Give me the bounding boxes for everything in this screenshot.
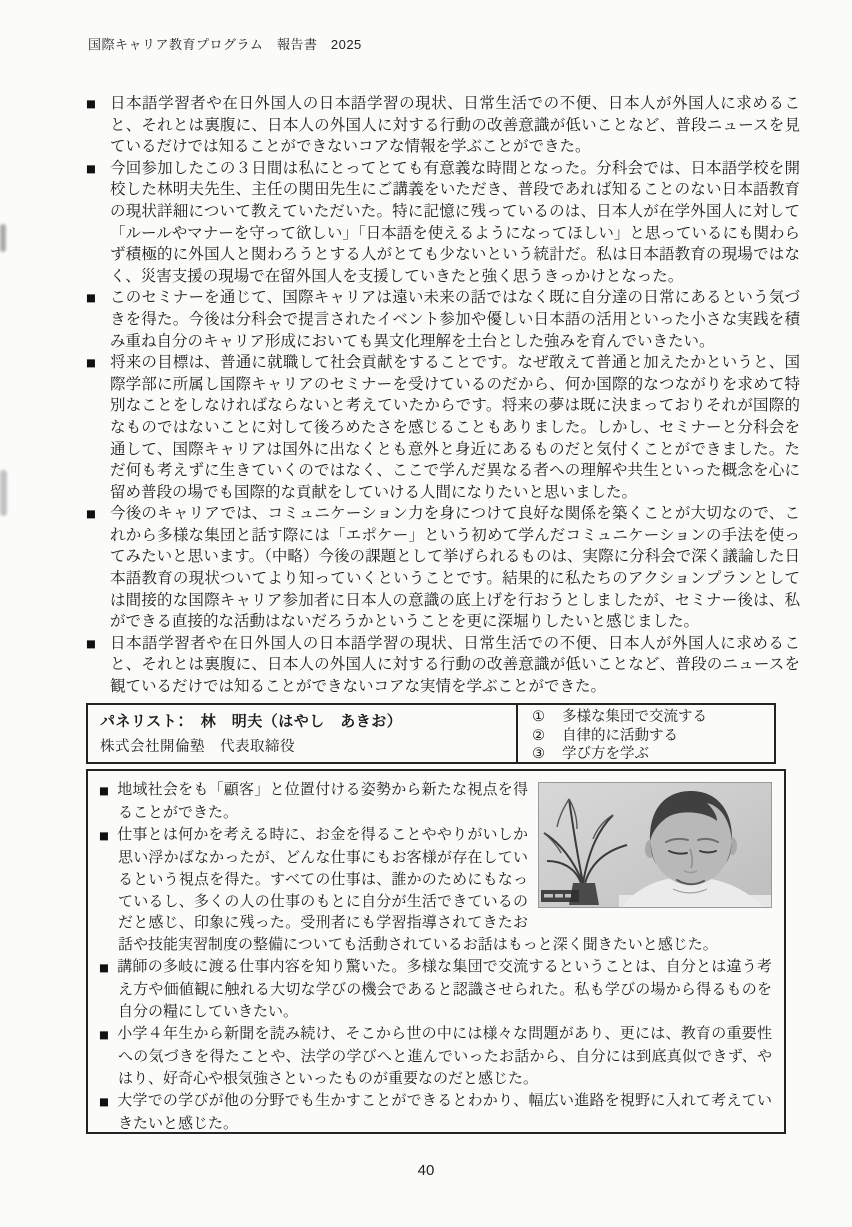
comment-text: このセミナーを通じて、国際キャリアは遠い未来の話ではなく既に自分達の日常にあるという気づきを得た。今後は分科会で提言されたイベント参加や優しい日本語の活用といった小さな実践を積み重ね自分のキャリア形成においても異文化理解を土台とした強みを育んでいきたい。 bbox=[110, 289, 800, 350]
panelist-point bbox=[532, 708, 768, 727]
panelist-table bbox=[86, 703, 776, 764]
comment-item bbox=[86, 287, 800, 352]
panelist-info-cell bbox=[88, 705, 518, 762]
scan-smudge bbox=[0, 470, 7, 516]
scan-smudge bbox=[0, 224, 6, 252]
comment-text: 今後のキャリアでは、コミュニケーション力を身につけて良好な関係を築くことが大切なので、これから多様な集団と話す際には「エポケー」という初めて学んだコミュニケーションの手法を使ってみたいと思います。（中略）今後の課題として挙げられるものは、実際に分科会で深く議論した日本語教育の現状ついてより知っていくということです。結果的に私たちのアクションプランとしては間接的な国際キャリア参加者に日本人の意識の底上げを行おうとしましたが、セミナー後は、私ができる直接的な活動はないだろうかということを更に深堀りしたいと感じました。 bbox=[110, 505, 800, 631]
bullet-square-icon: ■ bbox=[99, 1095, 109, 1108]
comment-text: 将来の目標は、普通に就職して社会貢献をすることです。なぜ敢えて普通と加えたかというと、国際学部に所属し国際キャリアのセミナーを受けているのだから、何か国際的なつながりを求めて特別なことをしなければならないと考えていたからです。将来の夢は既に決まっておりそれが国際的なものではないことに対して後ろめたさを感じることもありました。しかし、セミナーと分科会を通して、国際キャリアは国外に出なくとも意外と身近にあるものだと気付くことができました。ただ何も考えずに生きていくのではなく、ここで学んだ異なる者への理解や共生といった概念を心に留め普段の場でも国際的な貢献をしていける人間になりたいと思いました。 bbox=[110, 354, 800, 501]
bullet-square-icon: ■ bbox=[99, 1028, 109, 1041]
panelist-webcam-photo bbox=[538, 782, 772, 908]
circled-number: ③ bbox=[532, 746, 545, 763]
photo-watermark bbox=[541, 890, 579, 902]
bullet-square-icon: ■ bbox=[99, 962, 109, 975]
comment-item bbox=[86, 93, 800, 158]
bullet-square-icon: ■ bbox=[86, 357, 96, 370]
point-label: 学び方を学ぶ bbox=[562, 746, 649, 763]
panelist-points-cell bbox=[518, 705, 774, 762]
panelist-point bbox=[532, 727, 768, 746]
feedback-text: 地域社会をも「顧客」と位置付ける姿勢から新たな視点を得ることができた。 bbox=[117, 782, 528, 821]
comment-item bbox=[86, 503, 800, 633]
comment-item bbox=[86, 633, 800, 698]
bullet-square-icon: ■ bbox=[99, 785, 109, 797]
panelist-point bbox=[532, 745, 768, 764]
bullet-square-icon: ■ bbox=[86, 162, 96, 175]
feedback-text: 小学４年生から新聞を読み続け、そこから世の中には様々な問題があり、更には、教育の重要性への気づきを得たことや、法学の学びへと進んでいったお話から、自分には到底真似できず、やはり、好奇心や根気強さといったものが重要なのだと感じた。 bbox=[117, 1025, 772, 1087]
comment-text: 日本語学習者や在日外国人の日本語学習の現状、日常生活での不便、日本人が外国人に求めること、それとは裏腹に、日本人の外国人に対する行動の改善意識が低いことなど、普段のニュースを観ているだけでは知ることができないコアな実情を学ぶことができた。 bbox=[110, 634, 800, 696]
bullet-square-icon: ■ bbox=[86, 98, 96, 110]
comment-item bbox=[86, 158, 800, 288]
comment-item bbox=[86, 352, 800, 503]
feedback-text: 講師の多岐に渡る仕事内容を知り驚いた。多様な集団で交流するということは、自分とは違う考え方や価値観に触れる大切な学びの機会であると認識させられた。私も学びの場から得るものを自分の糧にしていきたい。 bbox=[117, 959, 772, 1021]
point-label: 多様な集団で交流する bbox=[562, 709, 707, 725]
feedback-text: 大学での学びが他の分野でも生かすことができるとわかり、幅広い進路を視野に入れて考えていきたいと感じた。 bbox=[117, 1092, 772, 1132]
point-label: 自律的に活動する bbox=[562, 727, 678, 744]
panelist-name: パネリスト： 林 明夫（はやし あきお） bbox=[100, 713, 403, 730]
page-number: 40 bbox=[417, 1162, 435, 1179]
circled-number: ① bbox=[532, 709, 545, 725]
feedback-item bbox=[99, 1091, 772, 1136]
feedback-item bbox=[99, 957, 772, 1024]
comment-text: 日本語学習者や在日外国人の日本語学習の現状、日常生活での不便、日本人が外国人に求めること、それとは裏腹に、日本人の外国人に対する行動の改善意識が低いことなど、普段ニュースを見ているだけでは知ることができないコアな情報を学ぶことができた。 bbox=[110, 95, 800, 156]
comment-list bbox=[86, 93, 800, 698]
circled-number: ② bbox=[532, 727, 545, 744]
feedback-box bbox=[86, 769, 786, 1134]
bullet-square-icon: ■ bbox=[86, 637, 96, 650]
feedback-text: 仕事とは何かを考える時に、お金を得ることややりがいしか思い浮かばなかったが、どんな仕事にもお客様が存在しているという視点を得た。すべての仕事は、誰かのためにもなっているし、多くの人の仕事のもとに自分が生活できているのだと感じ、印象に残った。受刑者にも学習指導されてきたお話や技能実習制度の整備についても活動されているお話はもっと深く聞きたいと感じた。 bbox=[117, 826, 718, 954]
feedback-item bbox=[99, 1024, 772, 1091]
page-header: 国際キャリア教育プログラム 報告書 2025 bbox=[88, 37, 362, 52]
bullet-square-icon: ■ bbox=[86, 292, 96, 305]
panelist-company-title: 株式会社開倫塾 代表取締役 bbox=[100, 739, 295, 755]
bullet-square-icon: ■ bbox=[86, 508, 96, 521]
bullet-square-icon: ■ bbox=[99, 829, 109, 842]
comment-text: 今回参加したこの３日間は私にとってとても有意義な時間となった。分科会では、日本語学校を開校した林明夫先生、主任の関田先生にご講義をいただき、普段であれば知ることのない日本語教育の現状詳細について教えていただいた。特に記憶に残っているのは、日本人が在学外国人に対して「ルールやマナーを守って欲しい」「日本語を使えるようになってほしい」と思っているにも関わらず積極的に外国人と関わろうとする人がとても少ないという統計だ。私は日本語教育の現場ではなく、災害支援の現場で在留外国人を支援していきたと強く思うきっかけとなった。 bbox=[110, 159, 800, 285]
